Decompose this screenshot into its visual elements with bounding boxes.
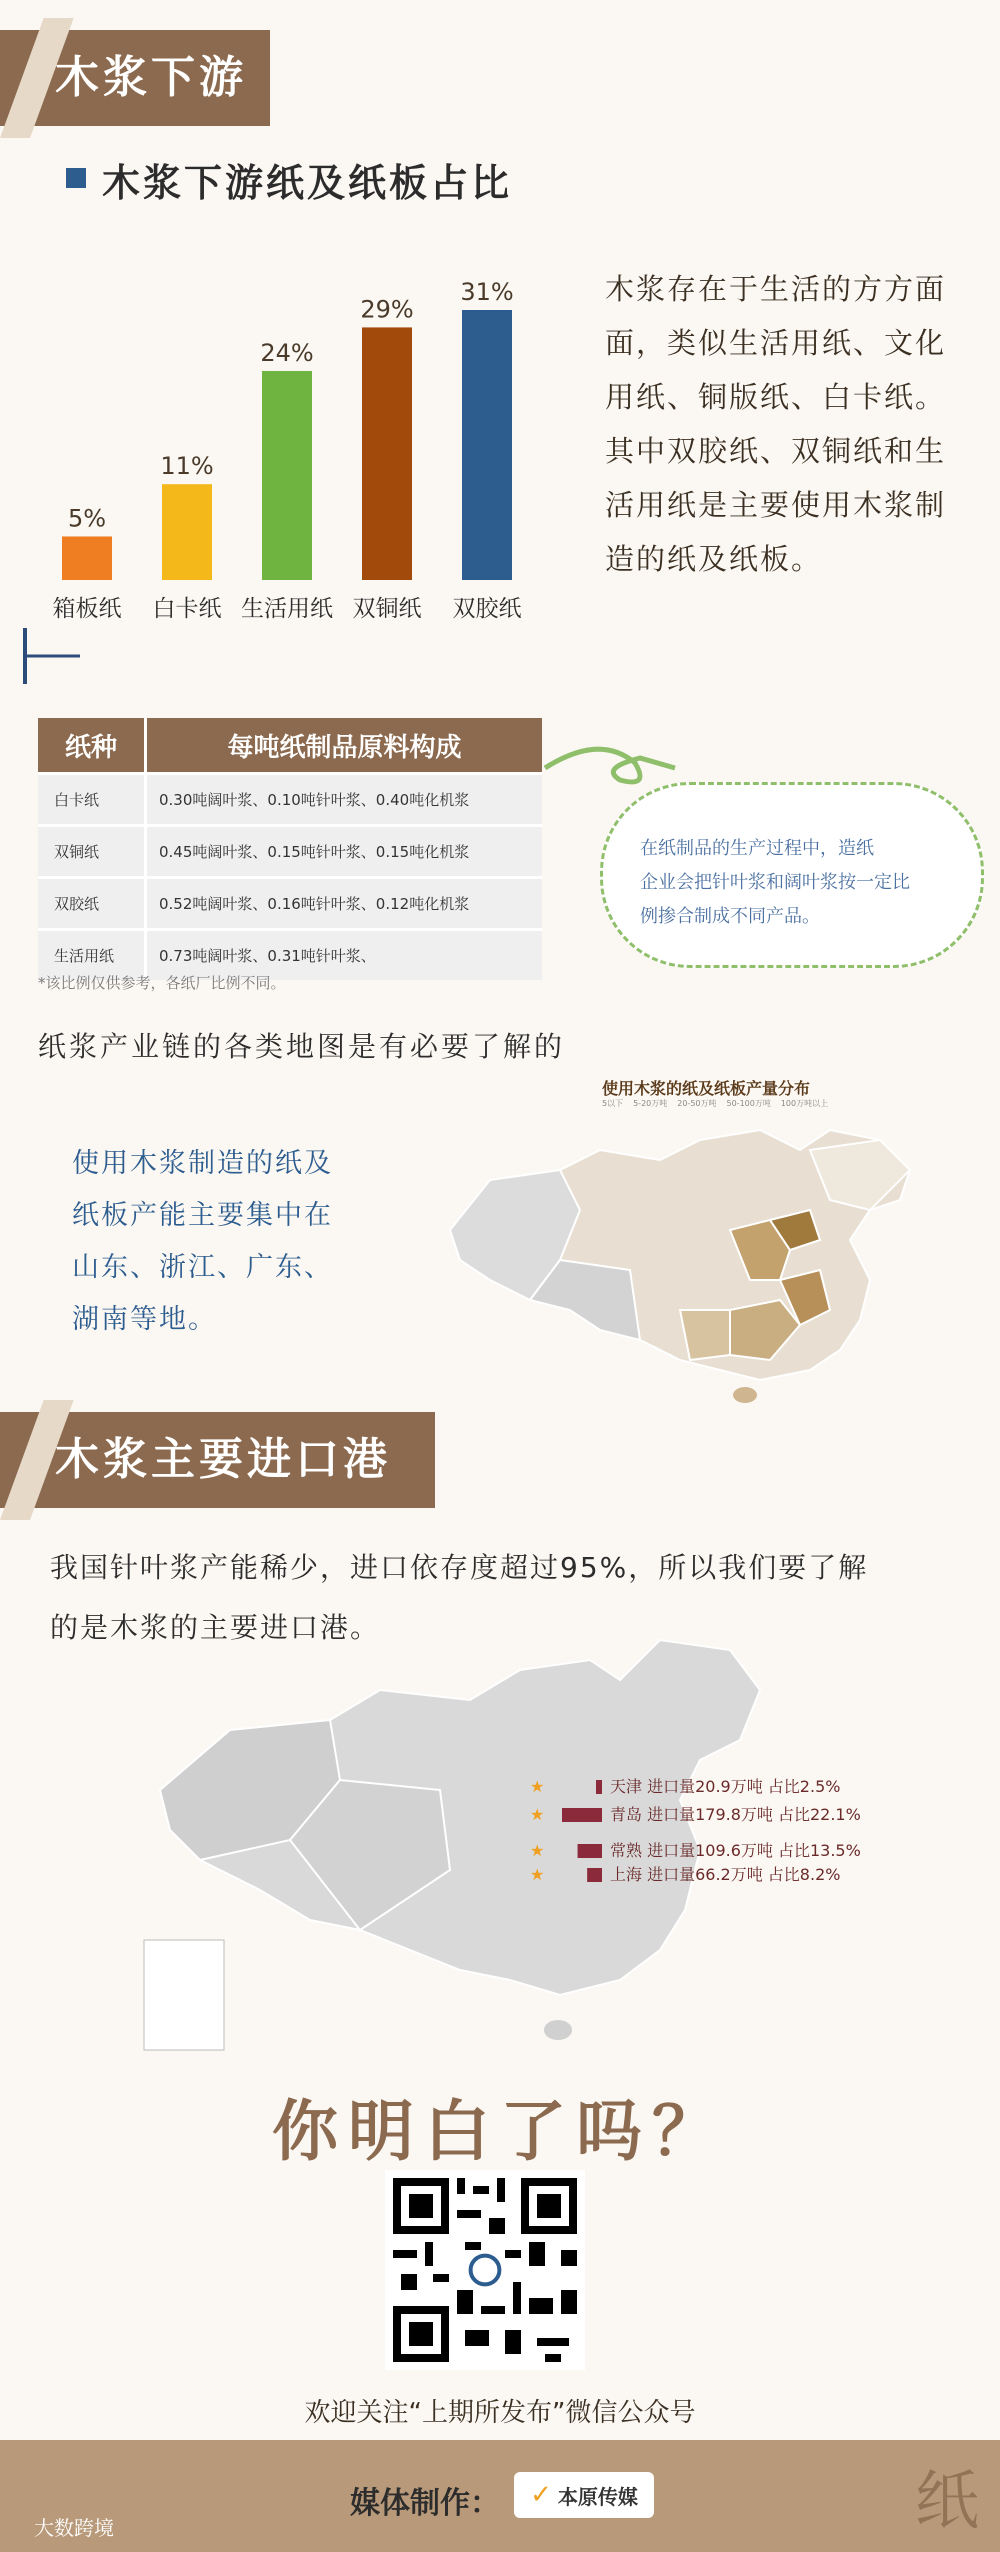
port-star-icon: ★ bbox=[530, 1777, 545, 1796]
map-heading: 纸浆产业链的各类地图是有必要了解的 bbox=[38, 1030, 566, 1063]
map1-legend bbox=[602, 1098, 828, 1109]
table-row bbox=[38, 878, 542, 930]
table-cell: 0.73吨阔叶浆、0.31吨针叶浆、 bbox=[146, 930, 543, 981]
footer-bar bbox=[0, 2440, 1000, 2552]
table-cell: 0.52吨阔叶浆、0.16吨针叶浆、0.12吨化机浆 bbox=[146, 878, 543, 930]
table-cell: 生活用纸 bbox=[38, 930, 146, 981]
section-title: 木浆下游 bbox=[55, 52, 247, 103]
legend-item: 5以下 bbox=[602, 1099, 624, 1108]
watermark: 大数跨境 bbox=[34, 2516, 114, 2540]
divider-bracket-icon bbox=[20, 626, 90, 686]
port-bar bbox=[578, 1844, 602, 1858]
legend-item: 20-50万吨 bbox=[677, 1099, 717, 1108]
bar bbox=[262, 371, 312, 580]
map1-line: 湖南等地。 bbox=[72, 1304, 217, 1335]
section-title: 木浆主要进口港 bbox=[55, 1434, 391, 1485]
cloud-line: 企业会把针叶浆和阔叶浆按一定比 bbox=[640, 872, 910, 893]
port-label: 青岛 进口量179.8万吨 占比22.1% bbox=[610, 1805, 861, 1824]
bar-chart bbox=[50, 230, 590, 630]
bar-value-label: 11% bbox=[160, 452, 214, 481]
bar-value-label: 5% bbox=[67, 504, 107, 533]
section-banner-downstream bbox=[0, 30, 270, 126]
legend-item: 100万吨以上 bbox=[780, 1099, 829, 1108]
intro-line: 面，类似生活用纸、文化 bbox=[605, 326, 947, 360]
legend-item: 50-100万吨 bbox=[726, 1099, 771, 1108]
qr-code-icon[interactable] bbox=[385, 2170, 585, 2370]
table-header: 纸种 bbox=[38, 718, 146, 774]
port-label: 上海 进口量66.2万吨 占比8.2% bbox=[610, 1865, 841, 1884]
map1-line: 纸板产能主要集中在 bbox=[72, 1200, 333, 1231]
port-label: 天津 进口量20.9万吨 占比2.5% bbox=[610, 1777, 841, 1796]
cloud-text bbox=[640, 832, 970, 934]
ports-intro-line: 我国针叶浆产能稀少，进口依存度超过95%，所以我们要了解 bbox=[50, 1551, 869, 1584]
bar-value-label: 29% bbox=[360, 295, 414, 324]
bar bbox=[362, 327, 412, 580]
bar-value-label: 31% bbox=[460, 278, 514, 306]
table-header: 每吨纸制品原料构成 bbox=[146, 718, 543, 774]
subtitle-marker-icon bbox=[66, 168, 86, 188]
corner-char: 纸 bbox=[915, 2465, 979, 2539]
media-name: 本原传媒 bbox=[557, 2484, 638, 2509]
table-cell: 双胶纸 bbox=[38, 878, 146, 930]
bar-category-label: 生活用纸 bbox=[241, 596, 333, 622]
map1-text bbox=[72, 1138, 372, 1346]
table-cell: 双铜纸 bbox=[38, 826, 146, 878]
map1-title: 使用木浆的纸及纸板产量分布 bbox=[602, 1079, 811, 1098]
intro-text bbox=[605, 262, 985, 586]
ports-intro-line: 的是木浆的主要进口港。 bbox=[50, 1611, 381, 1644]
table-header-row bbox=[38, 718, 542, 774]
bar bbox=[462, 310, 512, 580]
bar-category-label: 白卡纸 bbox=[152, 596, 222, 622]
table-row bbox=[38, 826, 542, 878]
intro-line: 活用纸是主要使用木浆制 bbox=[605, 488, 947, 522]
bar-category-label: 箱板纸 bbox=[52, 596, 122, 622]
port-star-icon: ★ bbox=[530, 1805, 545, 1824]
bar-value-label: 24% bbox=[260, 338, 314, 367]
table-cell: 白卡纸 bbox=[38, 774, 146, 826]
intro-line: 其中双胶纸、双铜纸和生 bbox=[605, 434, 947, 468]
table-cell: 0.45吨阔叶浆、0.15吨针叶浆、0.15吨化机浆 bbox=[146, 826, 543, 878]
table-row bbox=[38, 774, 542, 826]
media-label: 媒体制作： bbox=[350, 2486, 500, 2521]
port-bar bbox=[562, 1808, 602, 1822]
port-star-icon: ★ bbox=[530, 1865, 545, 1884]
bar-category-label: 双胶纸 bbox=[452, 596, 522, 622]
pulp-ratio-table bbox=[38, 718, 542, 980]
cloud-line: 例掺合制成不同产品。 bbox=[640, 906, 820, 927]
map1-line: 使用木浆制造的纸及 bbox=[72, 1148, 333, 1179]
section-banner-ports bbox=[0, 1412, 435, 1508]
china-production-map bbox=[430, 1110, 950, 1420]
ports-bar-chart bbox=[530, 1770, 980, 1920]
port-bar bbox=[587, 1868, 602, 1882]
legend-item: 5-20万吨 bbox=[633, 1099, 668, 1108]
bar bbox=[62, 536, 112, 580]
port-label: 常熟 进口量109.6万吨 占比13.5% bbox=[610, 1841, 861, 1860]
bar bbox=[162, 484, 212, 580]
map1-line: 山东、浙江、广东、 bbox=[72, 1252, 333, 1283]
media-badge bbox=[514, 2472, 654, 2518]
table-note: *该比例仅供参考，各纸厂比例不同。 bbox=[38, 974, 286, 992]
follow-text: 欢迎关注“上期所发布”微信公众号 bbox=[304, 2398, 696, 2428]
bar-category-label: 双铜纸 bbox=[352, 596, 422, 622]
chart-subtitle: 木浆下游纸及纸板占比 bbox=[102, 161, 513, 205]
media-logo-icon: ✓ bbox=[530, 2480, 552, 2510]
port-bar bbox=[596, 1780, 602, 1794]
cloud-line: 在纸制品的生产过程中，造纸 bbox=[640, 838, 874, 859]
intro-line: 造的纸及纸板。 bbox=[605, 542, 823, 576]
port-star-icon: ★ bbox=[530, 1841, 545, 1860]
table-cell: 0.30吨阔叶浆、0.10吨针叶浆、0.40吨化机浆 bbox=[146, 774, 543, 826]
closing-question: 你明白了吗？ bbox=[272, 2093, 728, 2170]
intro-line: 用纸、铜版纸、白卡纸。 bbox=[605, 380, 947, 414]
intro-line: 木浆存在于生活的方方面 bbox=[605, 272, 947, 306]
